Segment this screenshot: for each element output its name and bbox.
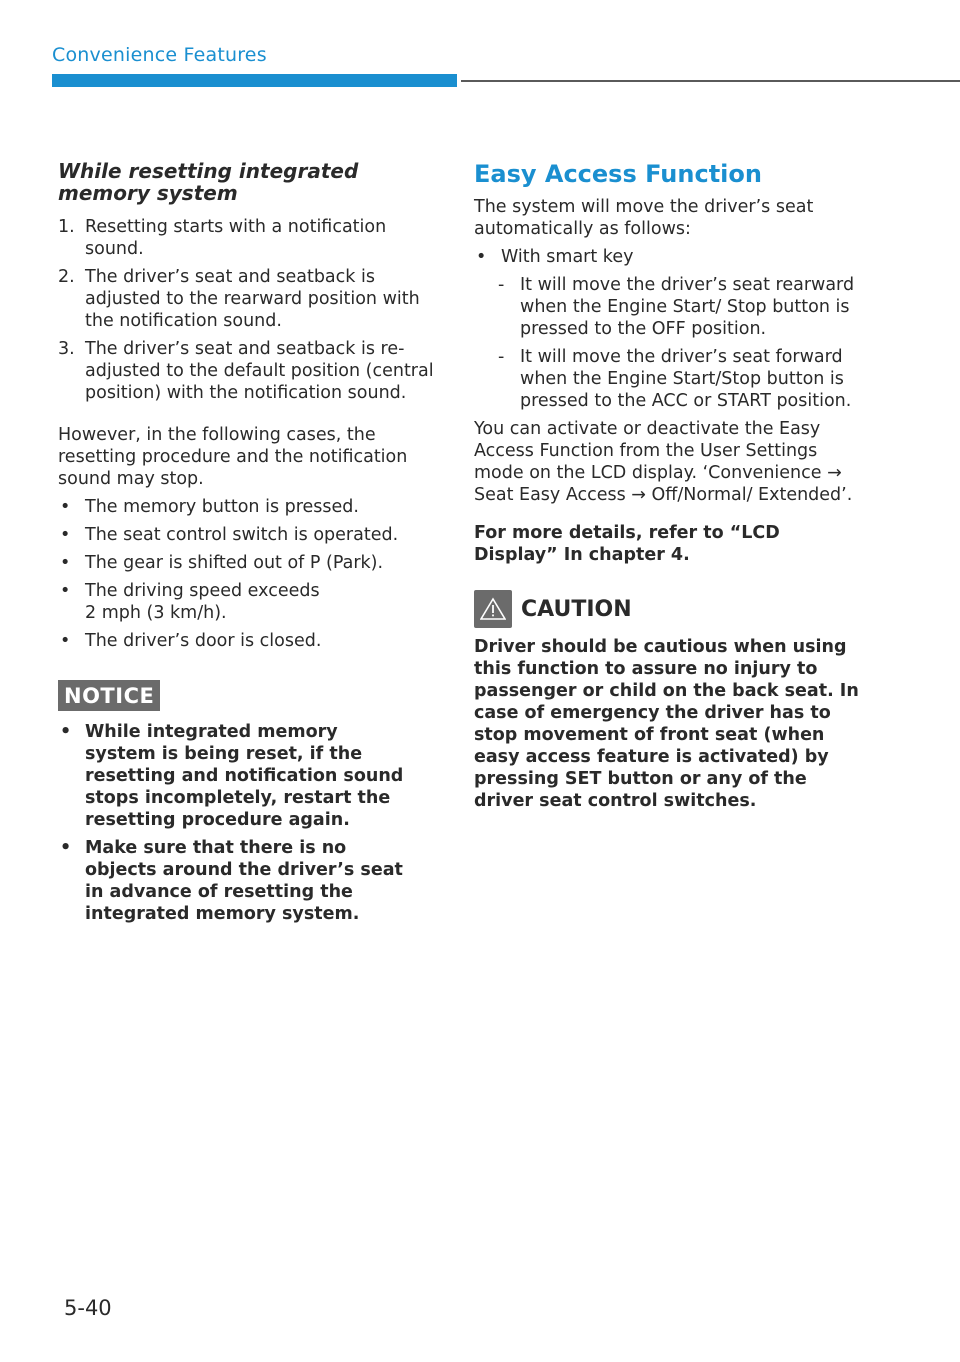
resetting-heading: While resetting integrated memory system (58, 159, 359, 205)
caution-text: Driver should be cautious when using this function to assure no injury to passenger or child on the back seat. In case of emergency the driver has to stop movement of front seat (when easy access feature is activated) by pressing SET button or any of the driver seat control switches. (474, 637, 859, 811)
bullet-icon: • (60, 631, 71, 651)
caution-header (474, 590, 864, 628)
list-item: • Make sure that there is no objects around the driver’s seat in advance of resetting the integrated memory system. (60, 838, 403, 924)
list-item: 3. The driver’s seat and seatback is re-adjusted to the default position (central position) with the notification sound. (58, 339, 434, 403)
easy-access-intro: The system will move the driver’s seat automatically as follows: (474, 197, 814, 239)
section-header-title: Convenience Features (52, 44, 267, 66)
dash-icon: - (498, 347, 505, 367)
list-item: • The seat control switch is operated. (60, 525, 399, 545)
smart-key-list (474, 246, 864, 268)
warning-triangle-icon (474, 590, 512, 628)
list-item: • With smart key (476, 247, 634, 267)
easy-access-title: Easy Access Function (474, 160, 762, 188)
list-item: 1. Resetting starts with a notification sound. (58, 217, 387, 259)
page-number: 5-40 (64, 1296, 112, 1320)
list-item: • The driving speed exceeds 2 mph (3 km/h). (60, 581, 320, 623)
list-item: • The driver’s door is closed. (60, 631, 322, 651)
list-item: - It will move the driver’s seat forward when the Engine Start/Stop button is pressed to the ACC or START position. (498, 347, 852, 411)
activate-paragraph: You can activate or deactivate the Easy Access Function from the User Settings mode on the LCD display. ‘Convenience → Seat Easy Access → Off/Normal/ Extended’. (474, 419, 853, 505)
notice-list (58, 721, 440, 925)
however-paragraph: However, in the following cases, the resetting procedure and the notification sound may stop. (58, 425, 408, 489)
left-column (58, 160, 440, 931)
list-item: 2. The driver’s seat and seatback is adjusted to the rearward position with the notification sound. (58, 267, 420, 331)
bullet-icon: • (60, 722, 72, 742)
list-item: • The memory button is pressed. (60, 497, 359, 517)
bullet-icon: • (60, 553, 71, 573)
stop-cases-list (58, 496, 440, 652)
right-column (474, 160, 864, 812)
header-divider-line (461, 80, 960, 82)
bullet-icon: • (60, 525, 71, 545)
reset-steps-list (58, 216, 440, 404)
header-accent-bar (52, 74, 457, 87)
list-item: • The gear is shifted out of P (Park). (60, 553, 384, 573)
list-item: - It will move the driver’s seat rearward when the Engine Start/ Stop button is pressed to the OFF position. (498, 275, 855, 339)
caution-label: CAUTION (521, 596, 632, 622)
bullet-icon: • (60, 838, 72, 858)
notice-badge: NOTICE (58, 680, 160, 711)
bullet-icon: • (476, 247, 487, 267)
smart-key-sub-list (474, 274, 864, 412)
bullet-icon: • (60, 581, 71, 601)
bullet-icon: • (60, 497, 71, 517)
details-paragraph: For more details, refer to “LCD Display” In chapter 4. (474, 523, 780, 565)
list-item: • While integrated memory system is being reset, if the resetting and notification sound stops incompletely, restart the resetting procedure again. (60, 722, 404, 830)
dash-icon: - (498, 275, 505, 295)
